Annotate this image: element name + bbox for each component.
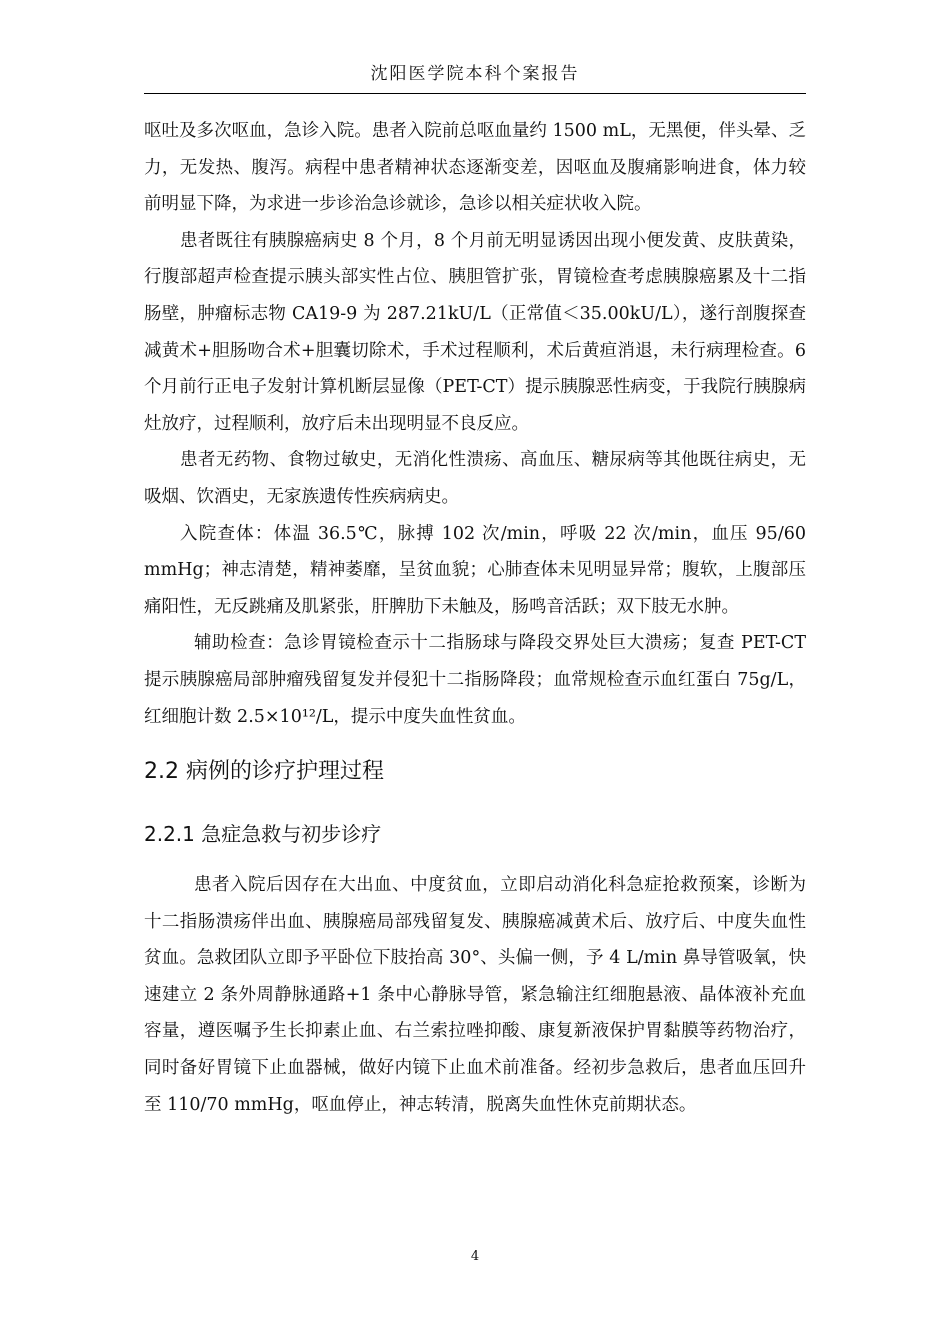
document-body	[144, 113, 806, 1123]
paragraph-emergency-treatment: 患者入院后因存在大出血、中度贫血，立即启动消化科急症抢救预案，诊断为十二指肠溃疡伴出血、胰腺癌局部残留复发、胰腺癌减黄术后、放疗后、中度失血性贫血。急救团队立即予平卧位下肢抬高 30°、头偏一侧，予 4 L/min 鼻导管吸氧，快速建立 2 条外周静脉通路+1 条中心静脉导管，紧急输注红细胞悬液、晶体液补充血容量，遵医嘱予生长抑素止血、右兰索拉唑抑酸、康复新液保护胃黏膜等药物治疗，同时备好胃镜下止血器械，做好内镜下止血术前准备。经初步急救后，患者血压回升至 110/70 mmHg，呕血停止，神志转清，脱离失血性休克前期状态。	[144, 875, 806, 1115]
paragraph-chief-complaint: 呕吐及多次呕血，急诊入院。患者入院前总呕血量约 1500 mL，无黑便，伴头晕、乏力，无发热、腹泻。病程中患者精神状态逐渐变差，因呕血及腹痛影响进食，体力较前明显下降，为求进一步诊治急诊就诊，急诊以相关症状收入院。	[144, 121, 806, 215]
header-divider	[144, 93, 806, 94]
paragraph-past-history: 患者既往有胰腺癌病史 8 个月，8 个月前无明显诱因出现小便发黄、皮肤黄染，行腹部超声检查提示胰头部实性占位、胰胆管扩张，胃镜检查考虑胰腺癌累及十二指肠壁，肿瘤标志物 CA19-9 为 287.21kU/L（正常值＜35.00kU/L），遂行剖腹探查减黄术+胆肠吻合术+胆囊切除术，手术过程顺利，术后黄疸消退，未行病理检查。6 个月前行正电子发射计算机断层显像（PET-CT）提示胰腺恶性病变，于我院行胰腺病灶放疗，过程顺利，放疗后未出现明显不良反应。	[144, 230, 806, 434]
running-header: 沈阳医学院本科个案报告	[370, 64, 580, 84]
paragraph-allergy-history: 患者无药物、食物过敏史，无消化性溃疡、高血压、糖尿病等其他既往病史，无吸烟、饮酒史，无家族遗传性疾病病史。	[144, 450, 806, 507]
section-heading: 2.2 病例的诊疗护理过程	[144, 759, 384, 785]
paragraph-physical-exam: 入院查体：体温 36.5℃，脉搏 102 次/min，呼吸 22 次/min，血压 95/60 mmHg；神志清楚，精神萎靡，呈贫血貌；心肺查体未见明显异常；腹软，上腹部压痛阳性，无反跳痛及肌紧张，肝脾肋下未触及，肠鸣音活跃；双下肢无水肿。	[144, 523, 806, 617]
subsection-heading: 2.2.1 急症急救与初步诊疗	[144, 822, 382, 847]
page-number: 4	[470, 1249, 480, 1264]
paragraph-auxiliary-exam: 辅助检查：急诊胃镜检查示十二指肠球与降段交界处巨大溃疡；复查 PET-CT 提示胰腺癌局部肿瘤残留复发并侵犯十二指肠降段；血常规检查示血红蛋白 75g/L，红细胞计数 2.5×10¹²/L，提示中度失血性贫血。	[144, 633, 806, 727]
